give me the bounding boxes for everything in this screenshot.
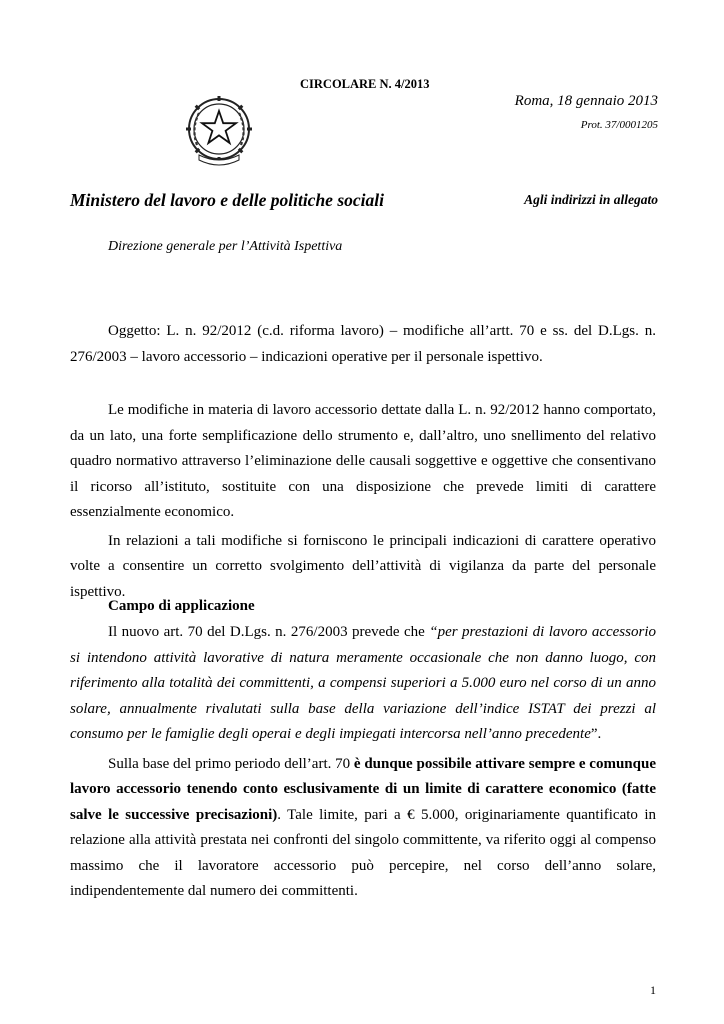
place-and-date: Roma, 18 gennaio 2013 [514, 93, 658, 109]
paragraph-2-tail: . Tale limite, pari a € 5.000, originariamente quantificato in relazione alla attività prestata nei confronti del singolo committente, va riferito oggi al compenso massimo che il lavoratore accessorio può percepire, nel corso dell’anno solare, indipendentemente dal numero dei committenti. [70, 806, 656, 899]
section-paragraph-1 [70, 620, 656, 748]
ministry-name: Ministero del lavoro e delle politiche sociali [70, 190, 384, 210]
article-quote: “per prestazioni di lavoro accessorio si intendono attività lavorative di natura meramente occasionale che non danno luogo, con riferimento alla totalità dei committenti, a compensi superiori a 5.000 euro nel corso di un anno solare, annualmente rivalutati sulla base della variazione dell’indice ISTAT dei prezzi al consumo per le famiglie degli operai e degli impiegati intercorsa nell’anno precedente [70, 624, 656, 742]
section-heading: Campo di applicazione [108, 598, 255, 614]
intro-paragraph-2: In relazioni a tali modifiche si forniscono le principali indicazioni di carattere operativo volte a consentire un corretto svolgimento dell’attività di vigilanza da parte del personale ispettivo. [70, 532, 656, 600]
italian-republic-emblem-icon [183, 93, 255, 171]
department-name: Direzione generale per l’Attività Ispettiva [108, 239, 343, 254]
subject-block [70, 319, 656, 370]
page-number: 1 [650, 983, 656, 997]
paragraph-2-emphasis: è dunque possibile attivare sempre e comunque lavoro accessorio tenendo conto esclusivamente di un limite di carattere economico (fatte salve le successive precisazioni) [70, 755, 656, 823]
paragraph-1-lead: Il nuovo art. 70 del D.Lgs. n. 276/2003 prevede che [108, 624, 430, 640]
section-body [70, 620, 656, 905]
intro-paragraph-1: Le modifiche in materia di lavoro accessorio dettate dalla L. n. 92/2012 hanno comportato, da un lato, una forte semplificazione dello strumento e, dall’altro, uno snellimento del relativo quadro normativo attraverso l’eliminazione delle causali soggettive e oggettive che consentivano il ricorso all’istituto, sostituite con una disposizione che prevede limiti di carattere essenzialmente economico. [70, 402, 656, 520]
section-paragraph-2 [70, 752, 656, 905]
paragraph-2-lead: Sulla base del primo periodo dell’art. 70 [108, 755, 354, 772]
subject-paragraph: Oggetto: L. n. 92/2012 (c.d. riforma lavoro) – modifiche all’artt. 70 e ss. del D.Lgs. n. 276/2003 – lavoro accessorio – indicazioni operative per il personale ispettivo. [70, 323, 656, 365]
circolare-number: CIRCOLARE N. 4/2013 [300, 77, 430, 91]
protocol-number: Prot. 37/0001205 [580, 119, 658, 131]
recipients-line: Agli indirizzi in allegato [524, 192, 658, 207]
introduction-block [70, 398, 656, 605]
paragraph-1-tail: ”. [590, 726, 602, 742]
